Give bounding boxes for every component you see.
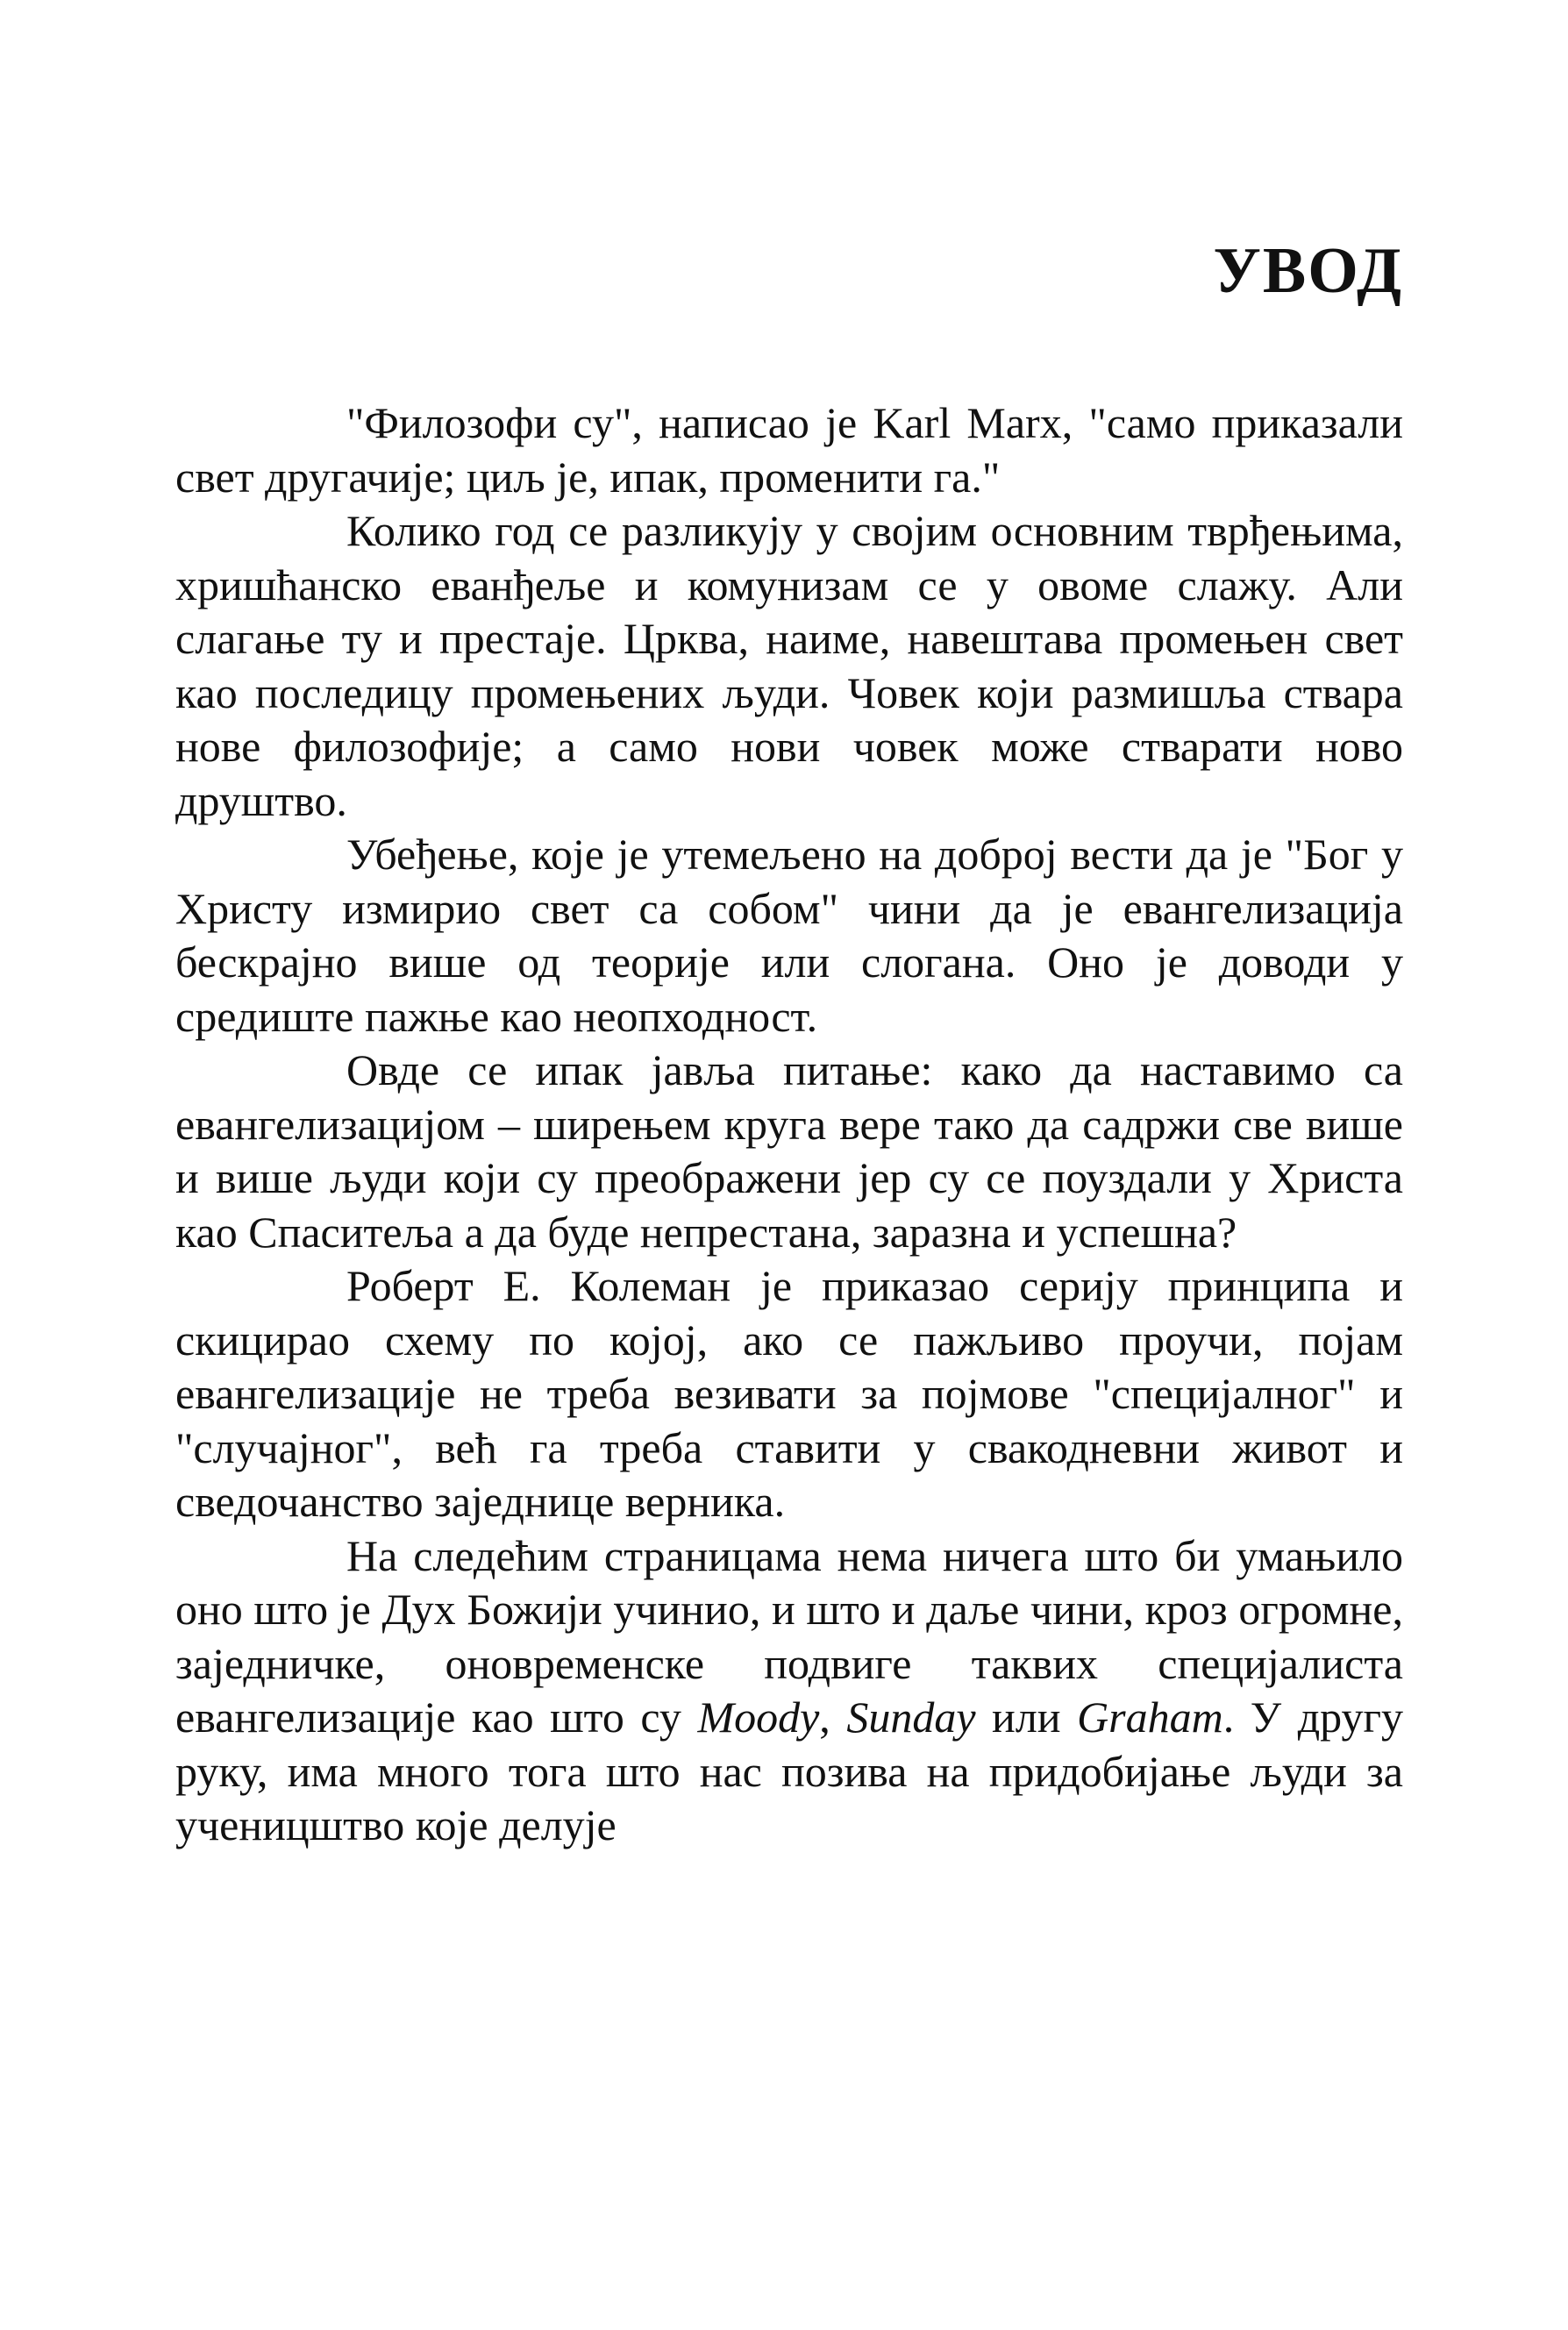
paragraph-3: Убеђење, које је утемељено на доброј вести да је "Бог у Христу измирио свет са собом" чини да је евангелизација бескрајно више од теорије или слогана. Оно је доводи у средиште пажње као неопходност. xyxy=(175,830,1403,1041)
paragraph-5: Роберт Е. Колеман је приказао серију принципа и скицирао схему по којој, ако се пажљиво проучи, појам евангелизације не треба везивати за појмове "специјалног" и "случајног", већ га треба ставити у свакодневни живот и сведочанство заједнице верника. xyxy=(175,1261,1403,1526)
name-moody: Moody xyxy=(697,1692,820,1742)
paragraph-6-text-d: . У другу руку, има много тога што нас позива на придобијање људи за ученицштво које делује xyxy=(175,1692,1403,1849)
chapter-title: УВОД xyxy=(1213,235,1403,307)
paragraph-2: Колико год се разликују у својим основним тврђењима, хришћанско еванђеље и комунизам се у овоме слажу. Али слагање ту и престаје. Црква, наиме, навештава промењен свет као последицу промењених људи. Човек који размишља ствара нове филозофије; а само нови човек може стварати ново друштво. xyxy=(175,506,1403,825)
paragraph-4: Овде се ипак јавља питање: како да наставимо са евангелизацијом – ширењем круга вере тако да садржи све више и више људи који су преображени јер су се поуздали у Христа као Спаситеља а да буде непрестана, заразна и успешна? xyxy=(175,1045,1403,1257)
name-sunday: Sunday xyxy=(846,1692,976,1742)
paragraph-6 xyxy=(175,1529,1403,1853)
paragraph-1: "Филозофи су", написао је Karl Marx, "само приказали свет другачије; циљ је, ипак, променити га." xyxy=(175,398,1403,502)
name-graham: Graham xyxy=(1077,1692,1223,1742)
paragraph-6-text-a: На следећим страницама нема ничега што би умањило оно што је Дух Божији учинио, и што и даље чини, кроз огромне, заједничке, оновременске подвиге таквих специјалиста евангелизације као што су xyxy=(175,1530,1403,1742)
paragraph-6-text-c: или xyxy=(975,1692,1078,1742)
paragraph-6-text-b: , xyxy=(819,1692,847,1742)
body-text xyxy=(175,396,1403,1853)
